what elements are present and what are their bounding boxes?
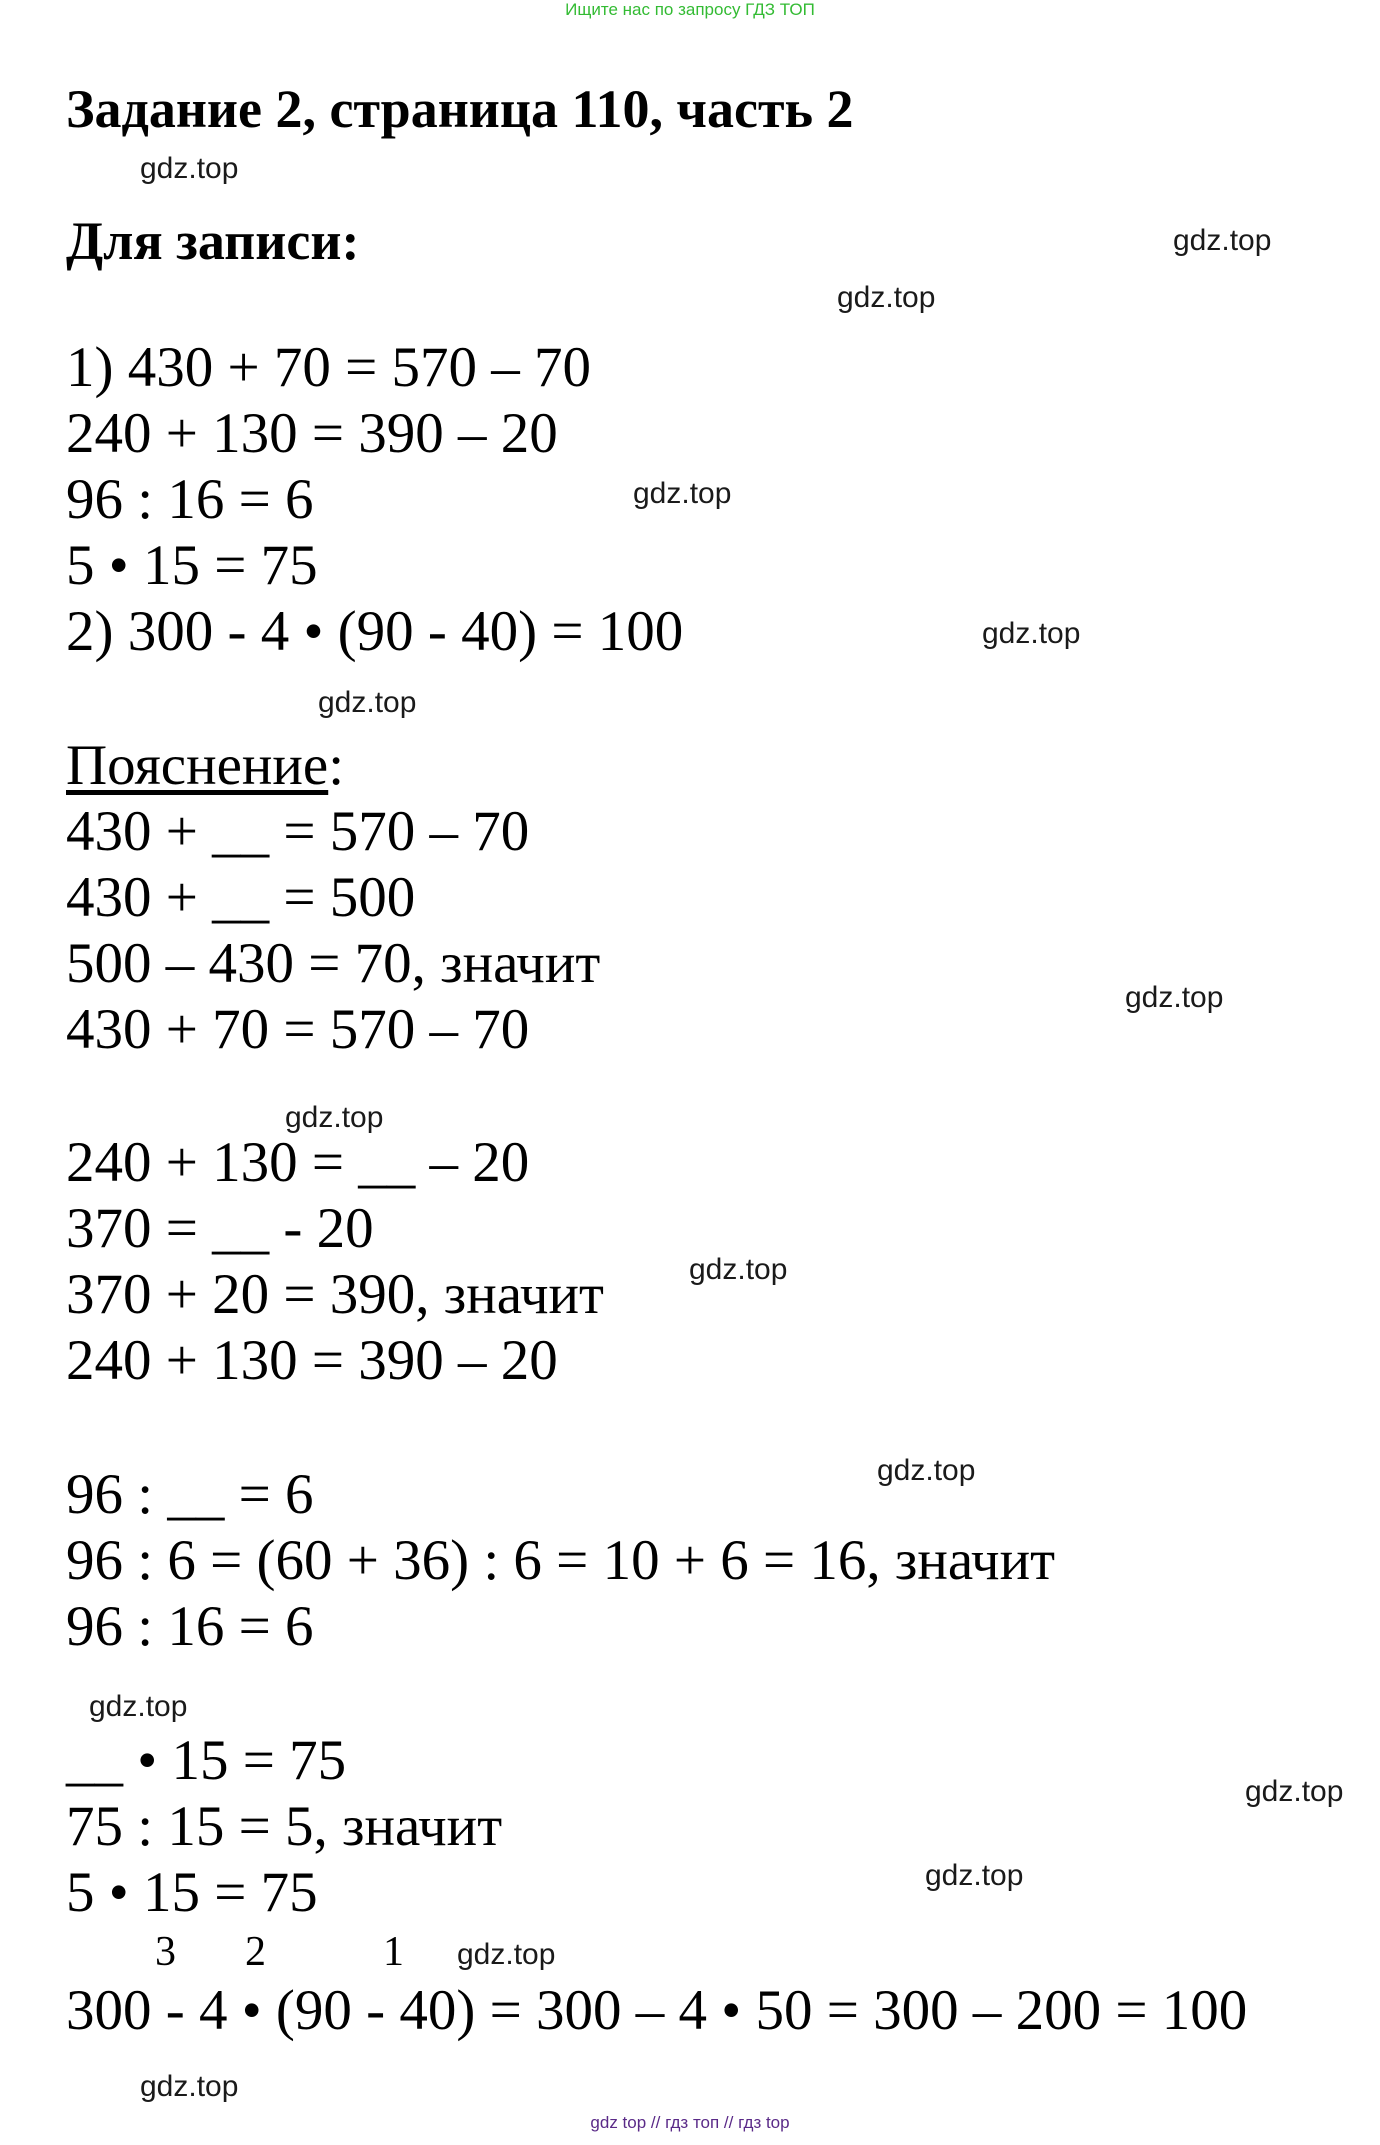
top-banner: Ищите нас по запросу ГДЗ ТОП xyxy=(565,0,815,19)
footer-banner: gdz top // гдз топ // гдз top xyxy=(590,2113,790,2132)
record-line-5: 2) 300 - 4 • (90 - 40) = 100 xyxy=(66,600,684,663)
watermark-8: gdz.top xyxy=(285,1101,384,1134)
watermark-7: gdz.top xyxy=(1125,981,1224,1014)
watermark-1: gdz.top xyxy=(140,152,239,185)
watermark-6: gdz.top xyxy=(318,686,417,719)
watermark-3: gdz.top xyxy=(837,281,936,314)
explanation-heading xyxy=(66,733,344,798)
watermark-13: gdz.top xyxy=(925,1859,1024,1892)
explain-1-line-2: 430 + __ = 500 xyxy=(66,866,416,929)
explanation-label: Пояснение xyxy=(66,734,329,797)
order-mark-2: 2 xyxy=(245,1929,266,1975)
watermark-11: gdz.top xyxy=(89,1690,188,1723)
order-mark-3: 3 xyxy=(155,1929,176,1975)
watermark-9: gdz.top xyxy=(689,1253,788,1286)
explain-2-line-2: 370 = __ - 20 xyxy=(66,1197,374,1260)
explain-4-line-2: 75 : 15 = 5, значит xyxy=(66,1795,503,1858)
explain-2-line-1: 240 + 130 = __ – 20 xyxy=(66,1131,530,1194)
watermark-15: gdz.top xyxy=(140,2070,239,2103)
explain-1-line-3: 500 – 430 = 70, значит xyxy=(66,932,601,995)
explain-1-line-4: 430 + 70 = 570 – 70 xyxy=(66,998,530,1061)
record-line-3: 96 : 16 = 6 xyxy=(66,468,314,531)
explain-3-line-1: 96 : __ = 6 xyxy=(66,1463,314,1526)
watermark-4: gdz.top xyxy=(633,477,732,510)
record-line-4: 5 • 15 = 75 xyxy=(66,534,318,597)
explain-2-line-4: 240 + 130 = 390 – 20 xyxy=(66,1329,558,1392)
explain-4-line-1: __ • 15 = 75 xyxy=(66,1729,347,1792)
record-line-2: 240 + 130 = 390 – 20 xyxy=(66,402,558,465)
order-mark-1: 1 xyxy=(383,1929,404,1975)
watermark-12: gdz.top xyxy=(1245,1775,1344,1808)
explain-1-line-1: 430 + __ = 570 – 70 xyxy=(66,800,530,863)
watermark-10: gdz.top xyxy=(877,1454,976,1487)
explain-3-line-3: 96 : 16 = 6 xyxy=(66,1595,314,1658)
watermark-14: gdz.top xyxy=(457,1938,556,1971)
explain-2-line-3: 370 + 20 = 390, значит xyxy=(66,1263,604,1326)
watermark-5: gdz.top xyxy=(982,617,1081,650)
page-title: Задание 2, страница 110, часть 2 xyxy=(66,79,854,139)
explain-3-line-2: 96 : 6 = (60 + 36) : 6 = 10 + 6 = 16, значит xyxy=(66,1529,1055,1592)
explain-4-line-3: 5 • 15 = 75 xyxy=(66,1861,318,1924)
record-line-1: 1) 430 + 70 = 570 – 70 xyxy=(66,336,592,399)
watermark-2: gdz.top xyxy=(1173,224,1272,257)
section-subtitle: Для записи: xyxy=(66,211,360,271)
explanation-colon: : xyxy=(328,734,345,797)
final-expression: 300 - 4 • (90 - 40) = 300 – 4 • 50 = 300 – 200 = 100 xyxy=(66,1979,1248,2042)
